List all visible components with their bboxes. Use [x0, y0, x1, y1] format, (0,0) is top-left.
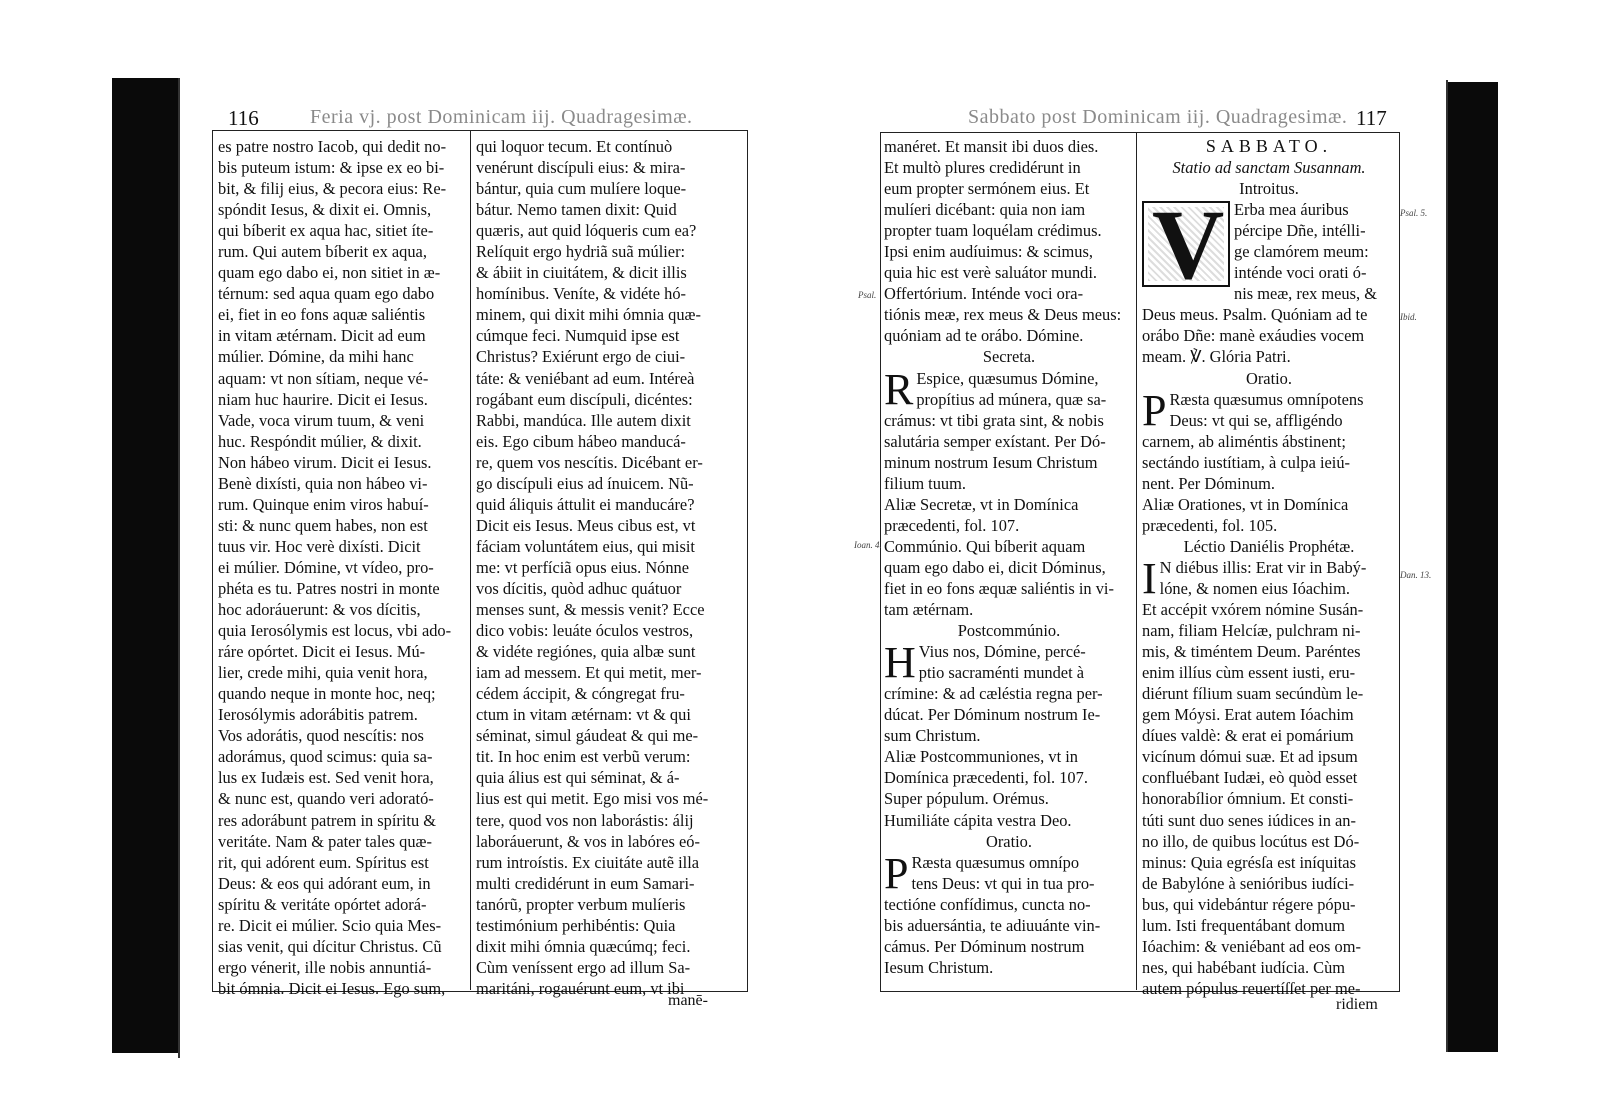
text-line: huc. Respóndit múlier, & dixit.	[218, 431, 422, 451]
text-line: Aliæ Postcommuniones, vt in	[884, 747, 1078, 767]
text-line: vos dícitis, quòd adhuc quátuor	[476, 578, 682, 598]
text-line: minus: Quia egrésſa est iníquitas	[1142, 852, 1356, 872]
text-line: lius est qui metit. Ego misi vos mé-	[476, 789, 709, 809]
text-line: Aliæ Secretæ, vt in Domínica	[884, 494, 1079, 514]
text-line: Deus meus. Psalm. Quóniam ad te	[1142, 305, 1368, 325]
oratio-first-line-col1: Ræsta quæsumus omnípo	[911, 852, 1080, 872]
text-line: orábo Dñe: manè exáudies vocem	[1142, 326, 1365, 346]
text-line: lum. Isti frequentábant domum	[1142, 915, 1346, 935]
gutter-shadow	[768, 70, 808, 100]
text-line: Cùm veníssent ergo ad illum Sa-	[476, 957, 691, 977]
text-line: tam ætérnam.	[884, 600, 974, 620]
text-line: quóniam ad te orábo. Dómine.	[884, 326, 1084, 346]
text-line: venérunt discípuli eius: & mira-	[476, 158, 686, 178]
oratio-title-col1: Oratio.	[986, 831, 1032, 851]
right-page-number: 117	[1356, 106, 1387, 130]
text-line: Super pópulum. Orémus.	[884, 789, 1049, 809]
text-line: fiet in eo fons æquæ saliéntis in vi-	[884, 578, 1114, 598]
text-line: dixit mihi ómnia quæcúmq; feci.	[476, 936, 691, 956]
text-line: nis meæ, rex meus, &	[1234, 284, 1377, 304]
text-line: Erba mea áuribus	[1234, 200, 1349, 220]
text-line: & vidéte regiónes, quia albæ sunt	[476, 642, 696, 662]
text-line: dúcat. Per Dóminum nostrum Ie-	[884, 705, 1101, 725]
text-line: spíritu & veritáte opórtet adorá-	[218, 894, 427, 914]
text-line: quando neque in monte hoc, neq;	[218, 684, 436, 704]
oratio-initial-col2: P	[1142, 388, 1167, 435]
text-line: ráre opórtet. Dicit ei Iesus. Mú-	[218, 642, 426, 662]
left-column-2	[476, 136, 742, 999]
margin-note-introitus: Psal. 5.	[1400, 208, 1428, 218]
text-line: rum introístis. Ex ciuitáte autẽ illa	[476, 852, 700, 872]
right-running-head: Sabbato post Dominicam iij. Quadragesimæ.	[968, 106, 1348, 128]
book-edge-left	[112, 78, 180, 1053]
text-line: Dicit eis Iesus. Meus cibus est, vt	[476, 515, 696, 535]
text-line: nes, qui habébant iudícia. Cùm	[1142, 957, 1346, 977]
text-line: tectióne confídimus, cuncta no-	[884, 894, 1091, 914]
text-line: sum Christum.	[884, 726, 981, 746]
oratio-title-col2: Oratio.	[1246, 368, 1292, 388]
text-line: sias venit, qui dícitur Christus. Cũ	[218, 936, 442, 956]
text-line: eis. Ego cibum hábeo manducá-	[476, 431, 686, 451]
text-line: re, quem vos nescítis. Dicébant er-	[476, 452, 703, 472]
text-line: ei, fiet in eo fons aquæ saliéntis	[218, 305, 426, 325]
left-column-rule	[470, 130, 471, 990]
oratio-first-line-col2: Ræsta quæsumus omnípotens	[1169, 389, 1364, 409]
book-edge-right	[1446, 82, 1498, 1052]
text-line: rit, qui adórent eum. Spíritus est	[218, 852, 429, 872]
text-line: autem pópulus reuertíſſet per me-	[1142, 978, 1361, 998]
text-line: séminat, simul gáudeat & qui me-	[476, 726, 699, 746]
text-line: salutária semper exístant. Per Dó-	[884, 431, 1106, 451]
text-line: cámus. Per Dóminum nostrum	[884, 936, 1085, 956]
text-line: propítius ad múnera, quæ sa-	[916, 389, 1107, 409]
text-line: bántur, quia cum mulíere loque-	[476, 179, 687, 199]
margin-note-communio: Ioan. 4.	[854, 540, 882, 550]
text-line: Offertórium. Inténde voci ora-	[884, 284, 1084, 304]
text-line: eum propter sermónem eius. Et	[884, 179, 1090, 199]
text-line: enim illíus cùm essent iusti, eru-	[1142, 663, 1356, 683]
text-line: inténde voci orati ó-	[1234, 263, 1367, 283]
text-line: niam huc haurire. Dicit ei Iesus.	[218, 389, 428, 409]
text-line: maritáni, rogauérunt eum, vt ibi	[476, 978, 685, 998]
text-line: meam. ℣. Glória Patri.	[1142, 347, 1291, 367]
right-column-rule	[1136, 132, 1137, 990]
text-line: lier, crede mihi, quia venit hora,	[218, 663, 428, 683]
introitus-title: Introitus.	[1239, 179, 1299, 199]
text-line: confluébant Iudæi, eò quòd esset	[1142, 768, 1358, 788]
text-line: gem Móysi. Erat autem Ióachim	[1142, 705, 1354, 725]
text-line: nent. Per Dóminum.	[1142, 473, 1275, 493]
text-line: Vos adorátis, quod nescítis: nos	[218, 726, 424, 746]
text-line: honorabílior ómnium. Et consti-	[1142, 789, 1354, 809]
text-line: ergo vénerit, ille nobis annuntiá-	[218, 957, 432, 977]
text-line: phéta es tu. Patres nostri in monte	[218, 578, 440, 598]
text-line: carnem, ab aliméntis ábstinent;	[1142, 431, 1346, 451]
text-line: ptio sacraménti mundet à	[918, 663, 1085, 683]
text-line: multi credidérunt in eum Samari-	[476, 873, 695, 893]
text-line: veritáte. Nam & pater tales quæ-	[218, 831, 432, 851]
text-line: es patre nostro Iacob, qui dedit no-	[218, 137, 447, 156]
text-line: iam ad messem. Et qui metit, mer-	[476, 663, 702, 683]
text-line: Benè dixísti, quia non hábeo vi-	[218, 473, 428, 493]
text-line: menses sunt, & messis venit? Ecce	[476, 600, 705, 620]
text-line: vicínum dómui suæ. Et ad ipsum	[1142, 747, 1358, 767]
text-line: rum. Quinque enim viros habuí-	[218, 494, 429, 514]
text-line: ge clamórem meum:	[1234, 242, 1369, 262]
secreta-first-line: Espice, quæsumus Dómine,	[916, 368, 1099, 388]
text-line: lus ex Iudæis est. Sed venit hora,	[218, 768, 434, 788]
text-line: nam, filiam Helcíæ, pulchram ni-	[1142, 621, 1361, 641]
text-line: pércipe Dñe, intélli-	[1234, 221, 1366, 241]
text-line: Vade, voca virum tuum, & veni	[218, 410, 425, 430]
text-line: manéret. Et mansit ibi duos dies.	[884, 137, 1099, 156]
text-line: Et multò plures credidérunt in	[884, 158, 1081, 178]
lectio-first-line: N diébus illis: Erat vir in Babý-	[1159, 557, 1367, 577]
margin-note-lectio: Dan. 13.	[1400, 570, 1432, 580]
dropcap-letter: V	[1152, 199, 1225, 301]
text-line: adorámus, quod scimus: quia sa-	[218, 747, 433, 767]
right-catchword: ridiem	[1336, 996, 1378, 1013]
text-line: bit ómnia. Dicit ei Iesus. Ego sum,	[218, 978, 446, 998]
text-line: Non hábeo virum. Dicit ei Iesus.	[218, 452, 432, 472]
text-line: tiónis meæ, rex meus & Deus meus:	[884, 305, 1122, 325]
text-line: minum nostrum Iesum Christum	[884, 452, 1098, 472]
text-line: hoc adoráuerunt: & vos dícitis,	[218, 600, 421, 620]
text-line: ctum in vitam ætérnam: vt & qui	[476, 705, 691, 725]
text-line: quia Ierosólymis est locus, vbi ado-	[218, 621, 452, 641]
text-line: quia hic est verè saluátor mundi.	[884, 263, 1098, 283]
right-column-1	[884, 136, 1134, 978]
postcommunio-initial: H	[884, 641, 916, 688]
lectio-title: Léctio Daniélis Prophétæ.	[1183, 536, 1355, 556]
secreta-title: Secreta.	[982, 347, 1036, 367]
text-line: Ipsi enim audíuimus: & scimus,	[884, 242, 1093, 262]
text-line: túti sunt duo senes iúdices in an-	[1142, 810, 1356, 830]
text-line: Humiliáte cápita vestra Deo.	[884, 810, 1072, 830]
left-column-1	[218, 136, 466, 999]
text-line: táte: & veniébant ad eum. Intéreà	[476, 368, 695, 388]
text-line: aquam: vt non sítiam, neque vé-	[218, 368, 429, 388]
statio-line: Statio ad sanctam Susannam.	[1172, 158, 1366, 178]
text-line: go discípuli eius ad ínuicem. Nũ-	[476, 473, 694, 493]
dropcap-v	[1142, 199, 1230, 301]
text-line: Aliæ Orationes, vt in Domínica	[1142, 494, 1349, 514]
text-line: testimónium perhibéntis: Quia	[476, 915, 676, 935]
text-line: bus, qui videbántur régere pópu-	[1142, 894, 1356, 914]
text-line: diérunt fílium suam secúndùm le-	[1142, 684, 1364, 704]
text-line: múlier. Dómine, da mihi hanc	[218, 347, 414, 367]
secreta-initial: R	[884, 367, 914, 414]
text-line: & nunc est, quando veri adorató-	[218, 789, 434, 809]
postcommunio-first-line: Vius nos, Dómine, percé-	[918, 642, 1086, 662]
text-line: rogábant eum discípuli, dicéntes:	[476, 389, 693, 409]
text-line: Christus? Exiérunt ergo de ciui-	[476, 347, 686, 367]
text-line: tanórũ, propter verbum mulíeris	[476, 894, 686, 914]
text-line: dico vobis: leuáte óculos vestros,	[476, 621, 694, 641]
left-page-number: 116	[228, 106, 259, 130]
text-line: laboráuerunt, & vos in labóres eó-	[476, 831, 700, 851]
text-line: bit, & filij eius, & pecora eius: Re-	[218, 179, 447, 199]
text-line: quia álius est qui séminat, & á-	[476, 768, 680, 788]
text-line: Deus: vt qui se, affligéndo	[1169, 410, 1343, 430]
text-line: Ierosólymis adorábitis patrem.	[218, 705, 418, 725]
text-line: crímine: & ad cæléstia regna per-	[884, 684, 1103, 704]
text-line: in vitam ætérnam. Dicit ad eum	[218, 326, 426, 346]
text-line: tit. In hoc enim est verbũ verum:	[476, 747, 691, 767]
text-line: & ábiit in ciuitátem, & dicit illis	[476, 263, 687, 283]
text-line: Domínica præcedenti, fol. 107.	[884, 768, 1088, 788]
text-line: Rabbi, mandúca. Ille autem dixit	[476, 410, 691, 430]
text-line: crámus: vt tibi grata sint, & nobis	[884, 410, 1104, 430]
text-line: no illo, de quibus locútus est Dó-	[1142, 831, 1360, 851]
text-line: fáciam voluntátem eius, qui misit	[476, 536, 695, 556]
postcommunio-title: Postcommúnio.	[957, 621, 1061, 641]
text-line: tens Deus: vt qui in tua pro-	[911, 873, 1095, 893]
text-line: Iesum Christum.	[884, 957, 994, 977]
left-catchword: manē-	[668, 992, 708, 1009]
text-line: díues valdè: & erat ei pomárium	[1142, 726, 1354, 746]
margin-note-psalm: Ibid.	[1400, 312, 1417, 322]
text-line: qui bíberit ex aqua hac, sitiet íte-	[218, 221, 434, 241]
text-line: ei múlier. Dómine, vt vídeo, pro-	[218, 557, 434, 577]
text-line: cédem áccipit, & cóngregat fru-	[476, 684, 685, 704]
text-line: sectándo iustítiam, à culpa ieiú-	[1142, 452, 1351, 472]
oratio-initial-col1: P	[884, 851, 909, 898]
text-line: cúmque feci. Numquid ipse est	[476, 326, 680, 346]
text-line: Relíquit ergo hydriã suã múlier:	[476, 242, 686, 262]
text-line: lóne, & nomen eius Ióachim.	[1159, 578, 1350, 598]
text-line: rum. Qui autem bíberit ex aqua,	[218, 242, 427, 262]
text-line: præcedenti, fol. 105.	[1142, 515, 1278, 535]
text-line: de Babylóne à senióribus iudíci-	[1142, 873, 1355, 893]
text-line: bis aduersántia, te adiuuánte vin-	[884, 915, 1101, 935]
text-line: res adorábunt patrem in spíritu &	[218, 810, 437, 830]
text-line: me: vt perfíciã opus eius. Nónne	[476, 557, 690, 577]
margin-note-offertorium: Psal.	[858, 290, 877, 300]
text-line: præcedenti, fol. 107.	[884, 515, 1020, 535]
text-line: re. Dicit ei múlier. Scio quia Mes-	[218, 915, 442, 935]
text-line: tuus vir. Hoc verè dixísti. Dicit	[218, 536, 421, 556]
text-line: filium tuum.	[884, 473, 966, 493]
left-running-head: Feria vj. post Dominicam iij. Quadragesimæ.	[310, 106, 693, 128]
text-line: Ióachim: & veniébant ad eos om-	[1142, 936, 1361, 956]
text-line: minem, qui dixit mihi ómnia quæ-	[476, 305, 701, 325]
text-line: spóndit Iesus, & dixit ei. Omnis,	[218, 200, 432, 220]
lectio-initial: I	[1142, 556, 1157, 603]
text-line: térnum: sed aqua quam ego dabo	[218, 284, 435, 304]
right-column-2	[1142, 136, 1396, 999]
text-line: sti: & nunc quem habes, non est	[218, 515, 428, 535]
text-line: Commúnio. Qui bíberit aquam	[884, 536, 1086, 556]
text-line: quæris, aut quid lóqueris cum ea?	[476, 221, 697, 241]
text-line: tere, quod vos non laborástis: álij	[476, 810, 694, 830]
text-line: homínibus. Veníte, & vidéte hó-	[476, 284, 687, 304]
text-line: quid áliquis áttulit ei manducáre?	[476, 494, 695, 514]
text-line: bis puteum istum: & ipse ex eo bi-	[218, 158, 445, 178]
text-line: bátur. Nemo tamen dixit: Quid	[476, 200, 677, 220]
text-line: quam ego dabo ei, non sitiet in æ-	[218, 263, 441, 283]
text-line: propter tuam loquélam crédimus.	[884, 221, 1102, 241]
text-line: mulíeri dicébant: quia non iam	[884, 200, 1086, 220]
text-line: Et accépit vxórem nómine Susán-	[1142, 600, 1364, 620]
text-line: mis, & timéntem Deum. Paréntes	[1142, 642, 1361, 662]
text-line: qui loquor tecum. Et contínuò	[476, 137, 673, 156]
sabbato-title: SABBATO.	[1205, 136, 1333, 156]
text-line: quam ego dabo ei, dicit Dóminus,	[884, 557, 1106, 577]
text-line: Deus: & eos qui adórant eum, in	[218, 873, 431, 893]
